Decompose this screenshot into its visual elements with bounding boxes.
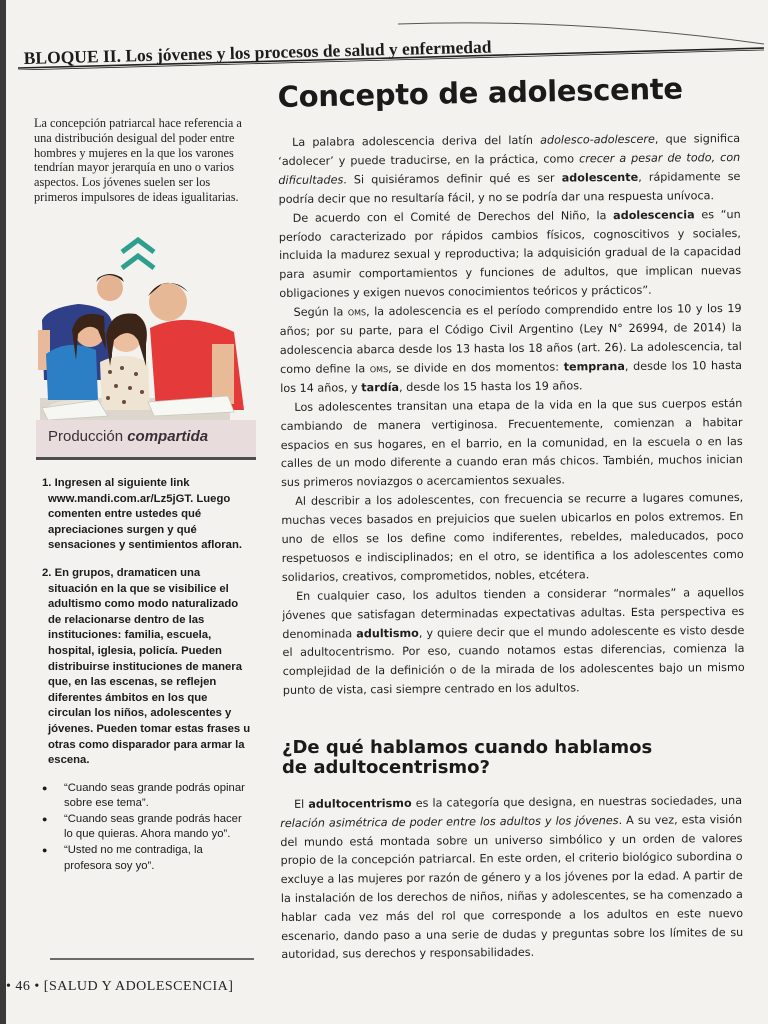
section-subtitle: ¿De qué hablamos cuando hablamos de adultocentrismo? xyxy=(282,737,653,778)
quote-list xyxy=(48,781,252,875)
paragraph: Según la oms, la adolescencia es el período comprendido entre los 10 y los 19 años; por su parte, para el Código Civil Argentino (Ley N° 26994, de 2014) la adolescencia abarca desde los 13 hasta los 18 años (art. 26). La adolescencia, tal como define la oms, se divide en dos momentos: temprana, desde los 10 hasta los 14 años, y tardía, desde los 15 hasta los 19 años. xyxy=(279,302,743,395)
page-footer: • 46 • [SALUD Y ADOLESCENCIA] xyxy=(6,979,234,994)
main-body xyxy=(278,130,745,701)
double-chevron-up-icon xyxy=(118,236,158,272)
activities-list xyxy=(42,476,252,874)
textbook-page xyxy=(6,0,768,1024)
activity-1: 1. Ingresen al siguiente link www.mandi.com.ar/Lz5jGT. Luego comenten entre ustedes qué apreciaciones surgen y qué sensaciones y sentimientos afloran. xyxy=(42,477,242,552)
block-title: BLOQUE II. Los jóvenes y los procesos de salud y enfermedad xyxy=(23,36,492,69)
second-section-body xyxy=(280,792,743,965)
paragraph: Los adolescentes transitan una etapa de la vida en la que sus cuerpos están cambiando de manera vertiginosa. Frecuentemente, comienzan a habitar espacios en sus hogares, en el barrio, en la comunidad, en la escuela o en las calles de un modo diferente a cuando eran más chicos. También, muchos inician sus primeros noviazgos o acercamientos sexuales. xyxy=(280,396,743,490)
teens-photo xyxy=(38,270,248,420)
activity-2: 2. En grupos, dramaticen una situación en la que se visibilice el adultismo como modo naturalizado de relacionarse dentro de las instituciones: familia, escuela, hospital, iglesia, policía. Pueden distribuirse instituciones de manera que, en las escenas, se reflejen diferentes ámbitos en los que circulan los niños, adolescentes y jóvenes. Pueden tomar estas frases u otras como disparador para armar la escena. xyxy=(42,566,251,767)
page-title: Concepto de adolescente xyxy=(277,71,684,114)
page-number: 46 xyxy=(15,979,31,994)
block-header xyxy=(18,18,764,70)
production-title: Producción compartida xyxy=(48,428,209,445)
sidebar-divider xyxy=(50,958,254,960)
paragraph: En cualquier caso, los adultos tienden a considerar “normales” a aquellos jóvenes que satisfagan determinadas expectativas adultas. Esta perspectiva es denominada adultismo, y quiere decir que el mundo adolescente es visto desde el adultocentrismo. Por eso, cuando notamos estas diferencias, comienza la complejidad de la definición o de la mirada de los adolescentes bajo un mismo punto de vista, casi siempre centrado en los adultos. xyxy=(282,585,745,698)
paragraph: De acuerdo con el Comité de Derechos del Niño, la adolescencia es “un período caracterizado por rápidos cambios físicos, cognoscitivos y sociales, incluida la madurez sexual y reproductiva; la adquisición gradual de la capacidad para asumir comportamientos y funciones de adultos, que implican nuevas obligaciones y exigen nuevos conocimientos teóricos y prácticos”. xyxy=(278,207,742,301)
quote-item: ● “Usted no me contradiga, la profesora soy yo”. xyxy=(48,843,252,874)
paragraph: Al describir a los adolescentes, con frecuencia se recurre a lugares comunes, muchas veces basados en prejuicios que suelen ubicarlos en polos extremos. En uno de ellos se los define como indiferentes, rebeldes, maleducados, poco respetuosos e indisciplinados; en el otro, se identifica a los adolescentes como solidarios, creativos, comprometidos, nobles, etcétera. xyxy=(281,491,744,584)
quote-item: ● “Cuando seas grande podrás opinar sobre ese tema”. xyxy=(48,781,252,812)
quote-item: ● “Cuando seas grande podrás hacer lo que quieras. Ahora mando yo”. xyxy=(48,812,252,843)
sidebar-intro: La concepción patriarcal hace referencia a una distribución desigual del poder entre hombres y mujeres en la que los varones tendrían mayor jerarquía en uno o varios aspectos. Los jóvenes suelen ser los primeros impulsores de ideas igualitarias. xyxy=(34,116,242,204)
footer-section: SALUD Y ADOLESCENCIA xyxy=(48,979,229,994)
paragraph: La palabra adolescencia deriva del latín adolesco-adolescere, que significa ‘adolecer’ y puede traducirse, en la práctica, como crecer a pesar de todo, con dificultades. Si quisiéramos definir qué es ser adolescente, rápidamente se podría decir que no resultaría fácil, y no se podría dar una respuesta unívoca. xyxy=(278,131,741,206)
paragraph: El adultocentrismo es la categoría que designa, en nuestras sociedades, una relación asimétrica de poder entre los adultos y los jóvenes. A su vez, esta visión del mundo está montada sobre un universo simbólico y un orden de valores propio de la concepción patriarcal. En este orden, el criterio biológico subordina o excluye a las mujeres por razón de género y a los jóvenes por la edad. A partir de la instalación de los derechos de niños, niñas y adolescentes, se ha comenzado a hablar cada vez más del rol que corresponde a los adultos en este nuevo escenario, dando paso a una serie de dudas y preguntas sobre los límites de su autoridad, sus derechos y responsabilidades. xyxy=(280,793,744,962)
production-box-header xyxy=(36,420,256,460)
